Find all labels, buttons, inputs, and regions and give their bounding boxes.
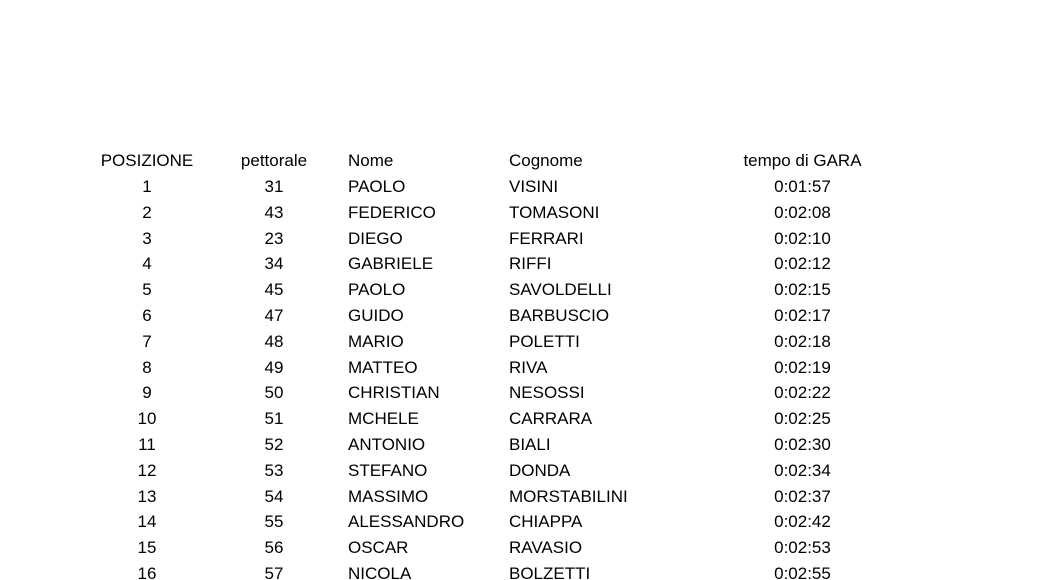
table-row	[0, 484, 1058, 510]
cell-surname: TOMASONI	[509, 202, 600, 222]
cell-position: 13	[137, 486, 157, 506]
cell-time: 0:02:53	[774, 538, 831, 558]
cell-surname: RIVA	[509, 357, 548, 377]
cell-position: 16	[137, 564, 157, 580]
cell-position: 5	[142, 280, 152, 300]
cell-surname: BARBUSCIO	[509, 306, 610, 325]
table-row	[0, 174, 1058, 200]
cell-surname: BIALI	[509, 435, 551, 454]
cell-surname: NESOSSI	[509, 383, 585, 403]
cell-bib: 55	[264, 512, 284, 532]
cell-name: MATTEO	[348, 357, 418, 377]
cell-surname: RAVASIO	[509, 538, 583, 558]
cell-position: 11	[138, 435, 156, 454]
cell-name: GUIDO	[348, 306, 404, 325]
table-row	[0, 535, 1058, 561]
cell-position: 6	[142, 306, 152, 325]
cell-position: 10	[137, 409, 157, 429]
cell-time: 0:02:15	[774, 280, 831, 300]
cell-surname: BOLZETTI	[509, 564, 591, 580]
cell-bib: 45	[264, 280, 284, 300]
cell-time: 0:02:30	[774, 435, 831, 454]
cell-surname: VISINI	[509, 177, 559, 196]
cell-surname: RIFFI	[509, 254, 552, 274]
cell-bib: 49	[264, 357, 284, 377]
cell-surname: CHIAPPA	[509, 512, 583, 532]
cell-surname: POLETTI	[509, 331, 580, 351]
cell-position: 15	[137, 538, 157, 558]
cell-name: FEDERICO	[348, 202, 436, 222]
cell-bib: 51	[264, 409, 284, 429]
cell-position: 12	[137, 460, 157, 480]
cell-name: OSCAR	[348, 538, 409, 558]
cell-name: ANTONIO	[348, 435, 426, 454]
table-row	[0, 355, 1058, 381]
cell-time: 0:01:57	[774, 177, 831, 196]
cell-time: 0:02:19	[774, 357, 831, 377]
table-row	[0, 561, 1058, 580]
table-row	[0, 432, 1058, 458]
cell-bib: 31	[264, 177, 284, 196]
cell-name: MASSIMO	[348, 486, 429, 506]
cell-time: 0:02:17	[774, 306, 831, 325]
cell-name: CHRISTIAN	[348, 383, 440, 403]
cell-time: 0:02:25	[774, 409, 831, 429]
cell-time: 0:02:22	[774, 383, 831, 403]
table-row	[0, 509, 1058, 535]
table-row	[0, 277, 1058, 303]
table-row	[0, 329, 1058, 355]
cell-position: 14	[137, 512, 157, 532]
table-row	[0, 380, 1058, 406]
cell-time: 0:02:55	[774, 564, 831, 580]
cell-bib: 23	[264, 228, 284, 248]
header-position: POSIZIONE	[100, 151, 194, 170]
cell-bib: 43	[264, 202, 284, 222]
table-row	[0, 458, 1058, 484]
table-row	[0, 200, 1058, 226]
cell-position: 8	[142, 357, 152, 377]
cell-name: GABRIELE	[348, 254, 434, 274]
cell-bib: 48	[264, 331, 284, 351]
table-row	[0, 226, 1058, 252]
table-row	[0, 251, 1058, 277]
table-row	[0, 406, 1058, 432]
cell-bib: 50	[264, 383, 284, 403]
cell-position: 4	[142, 254, 152, 274]
cell-time: 0:02:42	[774, 512, 831, 532]
cell-surname: DONDA	[509, 460, 571, 480]
cell-surname: FERRARI	[509, 228, 584, 248]
table-row	[0, 303, 1058, 329]
cell-bib: 53	[264, 460, 284, 480]
cell-bib: 47	[264, 306, 284, 325]
cell-surname: CARRARA	[509, 409, 593, 429]
cell-bib: 56	[264, 538, 284, 558]
cell-position: 3	[142, 228, 152, 248]
cell-name: NICOLA	[348, 564, 412, 580]
cell-name: MCHELE	[348, 409, 419, 429]
cell-position: 9	[142, 383, 152, 403]
cell-time: 0:02:34	[774, 460, 831, 480]
cell-time: 0:02:18	[774, 331, 831, 351]
cell-time: 0:02:10	[774, 228, 831, 248]
cell-name: STEFANO	[348, 460, 428, 480]
cell-time: 0:02:37	[774, 486, 831, 506]
header-time: tempo di GARA	[743, 151, 862, 170]
header-name: Nome	[348, 151, 394, 170]
cell-bib: 34	[264, 254, 284, 274]
cell-bib: 57	[264, 564, 284, 580]
header-bib: pettorale	[240, 151, 308, 170]
cell-surname: MORSTABILINI	[509, 486, 628, 506]
cell-position: 7	[142, 331, 152, 351]
cell-position: 2	[142, 202, 152, 222]
cell-surname: SAVOLDELLI	[509, 280, 612, 300]
cell-time: 0:02:12	[774, 254, 831, 274]
header-surname: Cognome	[509, 151, 583, 170]
cell-time: 0:02:08	[774, 202, 831, 222]
cell-name: ALESSANDRO	[348, 512, 465, 532]
cell-name: PAOLO	[348, 177, 406, 196]
cell-name: MARIO	[348, 331, 404, 351]
table-header-row	[0, 148, 1058, 174]
cell-position: 1	[142, 177, 152, 196]
cell-bib: 54	[264, 486, 284, 506]
cell-name: DIEGO	[348, 228, 403, 248]
cell-bib: 52	[264, 435, 284, 454]
cell-name: PAOLO	[348, 280, 406, 300]
